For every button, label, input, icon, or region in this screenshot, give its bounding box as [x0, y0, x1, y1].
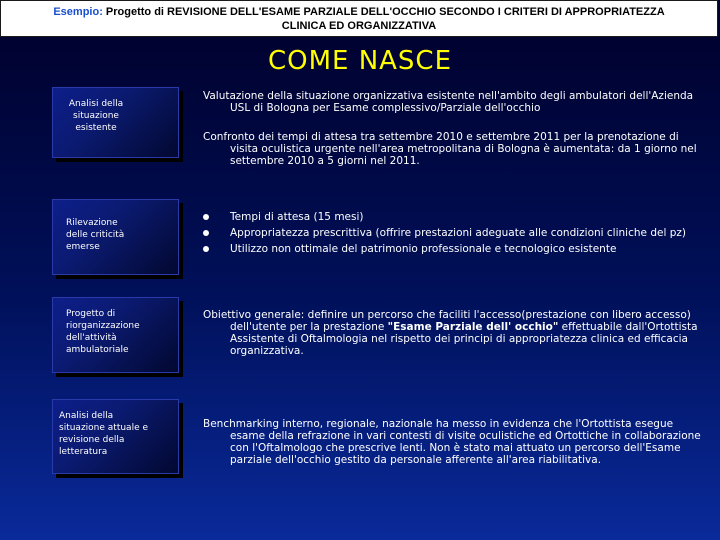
header-line-1 — [1, 5, 717, 19]
header-bar — [0, 0, 718, 37]
progetto-text — [203, 309, 703, 357]
header-prefix: Esempio: — [53, 6, 103, 18]
progetto-paragraph — [203, 309, 703, 357]
bullet-icon — [203, 246, 209, 252]
list-item-text: Tempi di attesa (15 mesi) — [230, 211, 364, 223]
card-analisi-letteratura — [52, 399, 179, 474]
card-analisi-situazione — [52, 87, 179, 158]
header-title-line2: CLINICA ED ORGANIZZATIVA — [281, 20, 437, 32]
list-item — [203, 211, 703, 223]
progetto-text-c: effettuabile dall'Ortottista Assistente di Oftalmologia nel rispetto dei principi di appropriatezza clinica ed efficacia organizzativa. — [230, 321, 698, 357]
bullet-icon — [203, 214, 209, 220]
card-progetto-riorganizzazione — [52, 297, 179, 373]
list-item — [203, 227, 703, 239]
situazione-text-1: Valutazione della situazione organizzativa esistente nell'ambito degli ambulatori dell'Azienda USL di Bologna per Esame complessivo/Parziale dell'occhio — [203, 90, 694, 114]
list-item-text: Utilizzo non ottimale del patrimonio professionale e tecnologico esistente — [230, 243, 617, 255]
situazione-paragraph-1 — [203, 90, 703, 114]
progetto-text-a: Obiettivo generale: definire un percorso che faciliti l'accesso(prestazione con libero accesso) dell'utente per la prestazione — [203, 309, 691, 333]
header-title-line1: Progetto di REVISIONE DELL'ESAME PARZIALE DELL'OCCHIO SECONDO I CRITERI DI APPROPRIATEZZA — [102, 6, 665, 18]
list-item — [203, 243, 703, 255]
progetto-text-highlight: "Esame Parziale dell' occhio" — [387, 321, 559, 333]
page-title: COME NASCE — [267, 46, 453, 76]
list-item-text: Appropriatezza prescrittiva (offrire prestazioni adeguate alle condizioni cliniche del pz) — [230, 227, 686, 239]
analisi-text: Benchmarking interno, regionale, nazionale ha messo in evidenza che l'Ortottista esegue esame della refrazione in vari contesti di visite oculistiche ed Ortottiche in collaborazione con l'Oftalmologo che prescrive lenti. Non è stato mai attuato un percorso dell'Esame parziale dell'occhio gestito da personale afferente all'area riabilitativa. — [203, 418, 701, 466]
card-label: Analisi della situazione esistente — [68, 99, 124, 133]
card-label: Analisi della situazione attuale e revisione della letteratura — [59, 411, 148, 457]
card-label: Progetto di riorganizzazione dell'attività ambulatoriale — [66, 309, 140, 355]
card-label: Rilevazione delle criticità emerse — [66, 218, 125, 252]
situazione-text-2: Confronto dei tempi di attesa tra settembre 2010 e settembre 2011 per la prenotazione di visita oculistica urgente nell'area metropolitana di Bologna è aumentata: da 1 giorno nel settembre 2010 a 5 giorni nel 2011. — [203, 131, 697, 167]
analisi-paragraph — [203, 418, 703, 466]
situazione-paragraph-2 — [203, 131, 703, 167]
criticita-list — [203, 211, 703, 259]
card-rilevazione-criticita — [52, 199, 179, 275]
bullet-icon — [203, 230, 209, 236]
